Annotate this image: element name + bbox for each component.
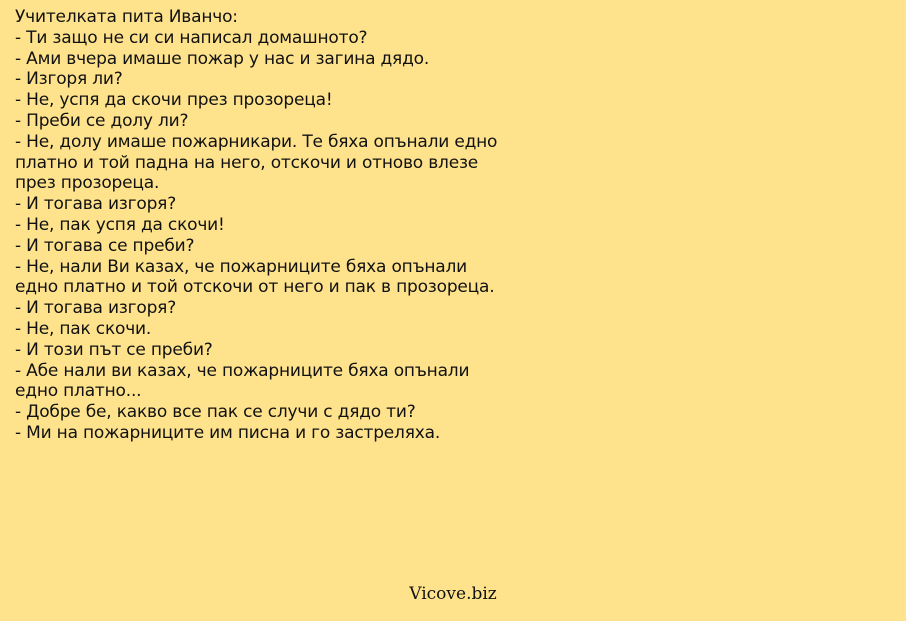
joke-line: платно и той падна на него, отскочи и отново влезе [15,152,479,173]
joke-line: едно платно... [15,381,142,402]
joke-line: - И тогава се преби? [15,235,195,256]
joke-line: през прозореца. [15,173,160,194]
joke-line: - Не, успя да скочи през прозореца! [15,90,333,111]
joke-line: - И тогава изгоря? [15,194,177,215]
joke-line: - И тогава изгоря? [15,298,177,319]
joke-line: - Ти защо не си си написал домашното? [15,27,368,48]
joke-line: - Не, пак успя да скочи! [15,214,225,235]
joke-line: - Изгоря ли? [15,69,123,90]
joke-line: - Добре бе, какво все пак се случи с дядо ти? [15,402,416,423]
site-watermark: Vicove.biz [409,584,497,604]
joke-line: - Не, нали Ви казах, че пожарниците бяха опънали [15,256,468,277]
joke-line: - Абе нали ви казах, че пожарниците бяха опънали [15,360,470,381]
joke-line: - Преби се долу ли? [15,110,189,131]
joke-line: - Ми на пожарниците им писна и го застреляха. [15,422,441,443]
joke-line: - Ами вчера имаше пожар у нас и загина дядо. [15,48,430,69]
joke-line: - Не, пак скочи. [15,318,152,339]
joke-line: едно платно и той отскочи от него и пак в прозореца. [15,277,495,298]
joke-line: - И този път се преби? [15,339,213,360]
joke-text [15,7,885,444]
joke-line: - Не, долу имаше пожарникари. Те бяха опънали едно [15,131,498,152]
joke-line: Учителката пита Иванчо: [15,7,238,27]
